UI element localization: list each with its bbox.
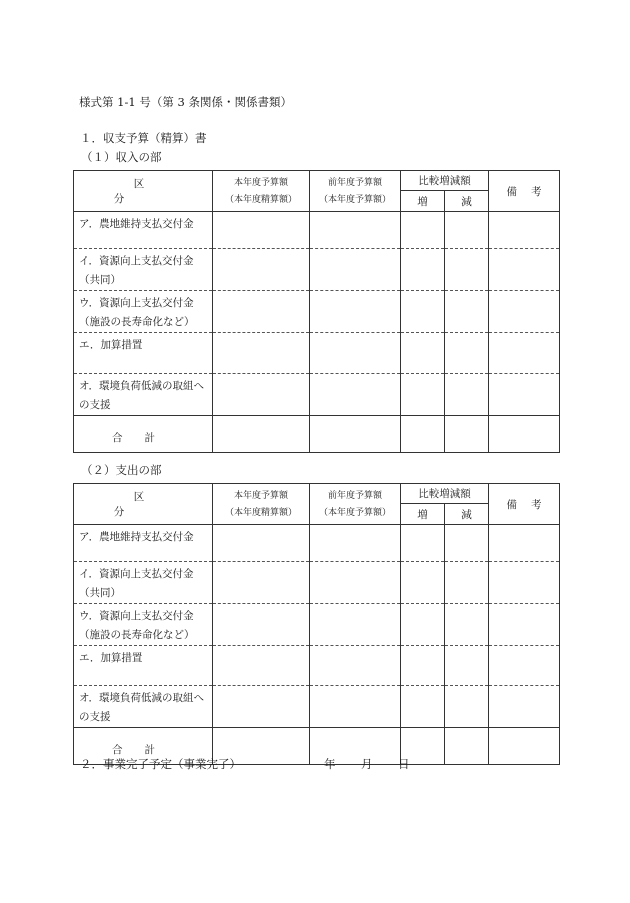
amount-cell[interactable]: [310, 525, 401, 562]
row-label: ア．農地維持支払交付金: [79, 531, 194, 543]
remarks-cell[interactable]: [489, 374, 560, 416]
expense-row: [74, 525, 560, 562]
header-current-year-line2: （本年度精算額）: [224, 507, 297, 518]
remarks-cell[interactable]: [489, 212, 560, 249]
amount-cell[interactable]: [445, 212, 489, 249]
expense-row: [74, 686, 560, 728]
total-label: 合計: [112, 744, 177, 756]
row-label: オ．環境負荷低減の取組への支援: [79, 380, 205, 411]
header-previous-year-line2: （本年度予算額）: [318, 194, 391, 205]
remarks-cell[interactable]: [489, 562, 560, 604]
remarks-cell[interactable]: [489, 728, 560, 765]
remarks-cell[interactable]: [489, 646, 560, 686]
amount-cell[interactable]: [401, 646, 445, 686]
header-previous-year-line2: （本年度予算額）: [318, 507, 391, 518]
amount-cell[interactable]: [401, 333, 445, 374]
amount-cell[interactable]: [213, 646, 310, 686]
amount-cell[interactable]: [445, 249, 489, 291]
header-increase: 増: [401, 191, 445, 212]
amount-cell[interactable]: [213, 333, 310, 374]
income-total-row: [74, 416, 560, 453]
remarks-cell[interactable]: [489, 291, 560, 333]
remarks-cell[interactable]: [489, 333, 560, 374]
amount-cell[interactable]: [401, 604, 445, 646]
amount-cell[interactable]: [213, 291, 310, 333]
expense-table: [73, 483, 560, 765]
income-row: [74, 249, 560, 291]
row-label: イ．資源向上支払交付金（共同）: [79, 568, 194, 599]
amount-cell[interactable]: [310, 374, 401, 416]
remarks-cell[interactable]: [489, 249, 560, 291]
header-category: 区分: [74, 171, 213, 212]
header-current-year: [213, 171, 310, 212]
row-label: ウ．資源向上支払交付金（施設の長寿命化など）: [79, 610, 195, 641]
amount-cell[interactable]: [401, 249, 445, 291]
header-remarks: 備考: [489, 484, 560, 525]
amount-cell[interactable]: [445, 604, 489, 646]
amount-cell[interactable]: [310, 212, 401, 249]
header-previous-year: [310, 171, 401, 212]
header-current-year-line1: 本年度予算額: [233, 490, 288, 501]
amount-cell[interactable]: [445, 686, 489, 728]
amount-cell[interactable]: [401, 212, 445, 249]
header-previous-year: [310, 484, 401, 525]
row-label: エ．加算措置: [79, 339, 143, 351]
expense-row: [74, 562, 560, 604]
amount-cell[interactable]: [310, 291, 401, 333]
expense-row: [74, 604, 560, 646]
amount-cell[interactable]: [445, 728, 489, 765]
header-comparison: 比較増減額: [401, 171, 489, 191]
income-row: [74, 374, 560, 416]
amount-cell[interactable]: [213, 249, 310, 291]
amount-cell[interactable]: [213, 212, 310, 249]
amount-cell[interactable]: [310, 562, 401, 604]
amount-cell[interactable]: [310, 333, 401, 374]
amount-cell[interactable]: [401, 562, 445, 604]
amount-cell[interactable]: [401, 291, 445, 333]
amount-cell[interactable]: [445, 646, 489, 686]
header-previous-year-line1: 前年度予算額: [327, 177, 382, 188]
date-day-label: 日: [398, 757, 410, 771]
amount-cell[interactable]: [445, 416, 489, 453]
header-current-year-line2: （本年度精算額）: [224, 194, 297, 205]
header-current-year: [213, 484, 310, 525]
amount-cell[interactable]: [445, 525, 489, 562]
amount-cell[interactable]: [401, 374, 445, 416]
header-increase: 増: [401, 504, 445, 525]
expense-row: [74, 646, 560, 686]
header-previous-year-line1: 前年度予算額: [327, 490, 382, 501]
income-table: [73, 170, 560, 453]
remarks-cell[interactable]: [489, 525, 560, 562]
section1-title: １．収支予算（精算）書: [80, 131, 207, 145]
header-current-year-line1: 本年度予算額: [233, 177, 288, 188]
row-label: イ．資源向上支払交付金（共同）: [79, 255, 194, 286]
amount-cell[interactable]: [310, 604, 401, 646]
date-month-label: 月: [361, 757, 373, 771]
income-row: [74, 333, 560, 374]
income-row: [74, 291, 560, 333]
date-year-label: 年: [324, 757, 336, 771]
amount-cell[interactable]: [213, 416, 310, 453]
header-category: 区分: [74, 484, 213, 525]
amount-cell[interactable]: [445, 562, 489, 604]
row-label: ウ．資源向上支払交付金（施設の長寿命化など）: [79, 297, 195, 328]
amount-cell[interactable]: [445, 333, 489, 374]
row-label: ア．農地維持支払交付金: [79, 218, 194, 230]
amount-cell[interactable]: [213, 604, 310, 646]
amount-cell[interactable]: [213, 525, 310, 562]
total-label: 合計: [112, 432, 177, 444]
income-subtitle: （１）収入の部: [81, 150, 162, 164]
amount-cell[interactable]: [310, 416, 401, 453]
amount-cell[interactable]: [401, 416, 445, 453]
amount-cell[interactable]: [445, 374, 489, 416]
header-remarks: 備考: [489, 171, 560, 212]
header-decrease: 減: [445, 504, 489, 525]
amount-cell[interactable]: [445, 291, 489, 333]
header-decrease: 減: [445, 191, 489, 212]
form-label: 様式第 1-1 号（第 3 条関係・関係書類）: [79, 95, 292, 109]
income-row: [74, 212, 560, 249]
amount-cell[interactable]: [401, 686, 445, 728]
amount-cell[interactable]: [213, 374, 310, 416]
amount-cell[interactable]: [401, 525, 445, 562]
amount-cell[interactable]: [310, 249, 401, 291]
row-label: オ．環境負荷低減の取組への支援: [79, 692, 205, 723]
expense-subtitle: （２）支出の部: [81, 463, 162, 477]
amount-cell[interactable]: [310, 646, 401, 686]
row-label: エ．加算措置: [79, 652, 143, 664]
amount-cell[interactable]: [310, 686, 401, 728]
amount-cell[interactable]: [213, 562, 310, 604]
remarks-cell[interactable]: [489, 416, 560, 453]
section2-title: ２．事業完了予定（事業完了）: [80, 757, 241, 771]
header-comparison: 比較増減額: [401, 484, 489, 504]
remarks-cell[interactable]: [489, 686, 560, 728]
remarks-cell[interactable]: [489, 604, 560, 646]
amount-cell[interactable]: [213, 686, 310, 728]
